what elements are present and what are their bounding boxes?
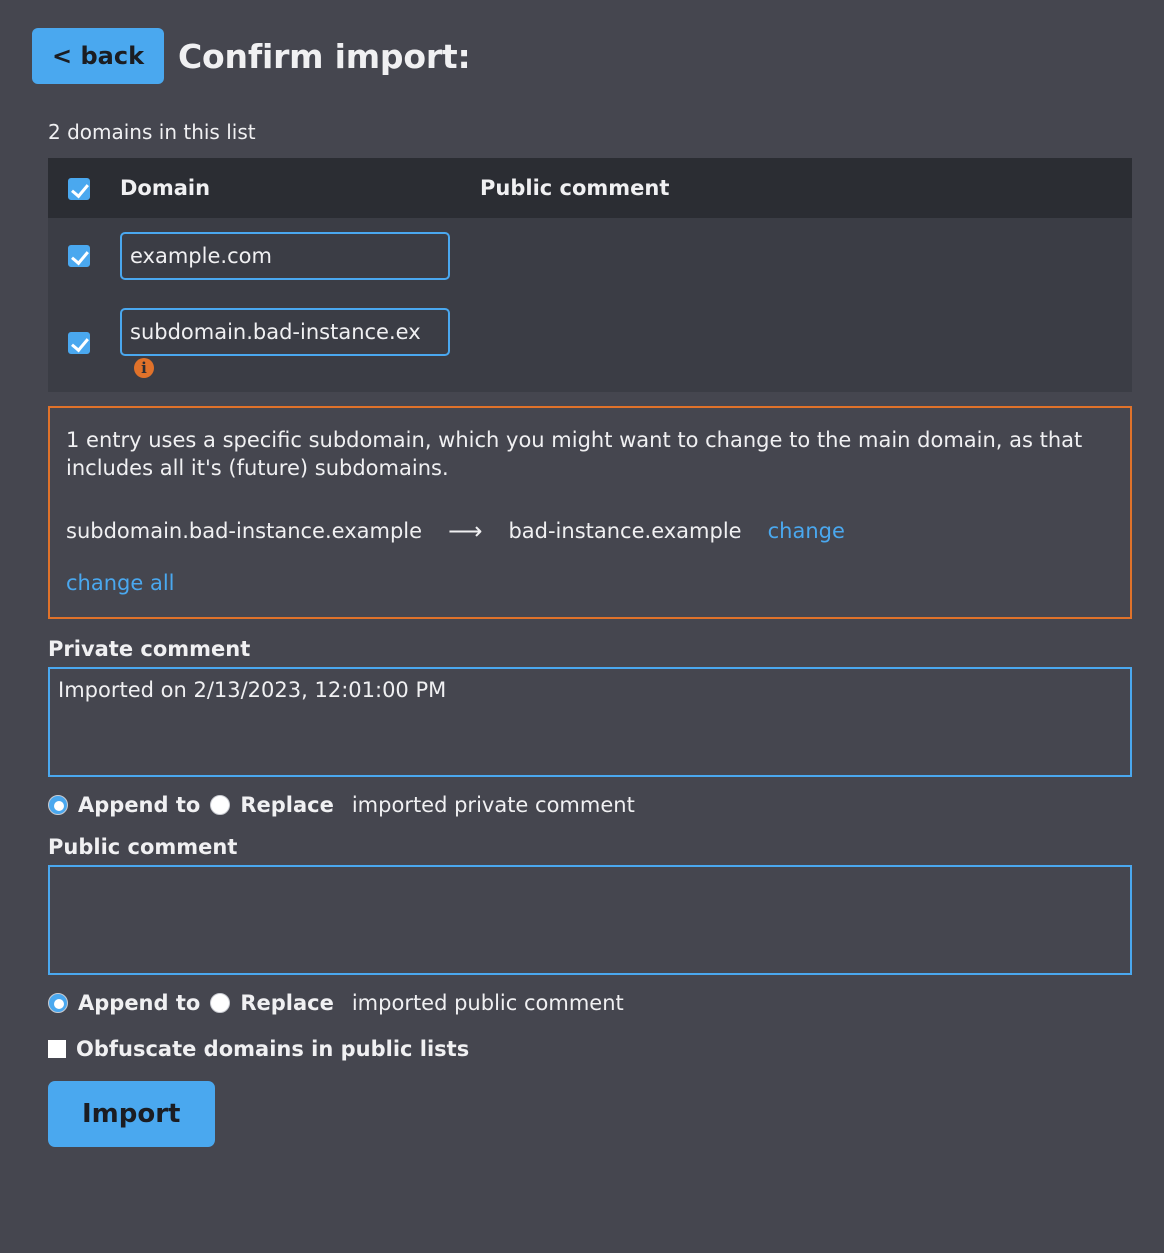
arrow-right-icon: ⟶: [448, 516, 483, 545]
private-mode-tail-text: imported private comment: [351, 792, 635, 817]
row-public-comment-cell: [480, 294, 1132, 392]
subdomain-warning-text: 1 entry uses a specific subdomain, which you might want to change to the main domain, as that includes all it's (future) subdomains.: [66, 428, 1083, 481]
import-button[interactable]: Import: [48, 1081, 215, 1147]
row-public-comment-cell: [480, 218, 1132, 294]
row-checkbox[interactable]: [68, 245, 90, 267]
public-mode-replace-label: Replace: [240, 990, 334, 1015]
subdomain-from: subdomain.bad-instance.example: [66, 518, 423, 543]
row-select-cell: [48, 218, 120, 294]
public-mode-replace-radio[interactable]: [210, 993, 230, 1013]
public-comment-label: Public comment: [48, 834, 238, 859]
domain-input[interactable]: [120, 232, 450, 280]
row-checkbox[interactable]: [68, 332, 90, 354]
change-link[interactable]: change: [767, 518, 845, 543]
public-mode-tail-text: imported public comment: [351, 990, 624, 1015]
page-title: Confirm import:: [178, 36, 471, 76]
subdomain-warning-box: [48, 406, 1132, 619]
private-mode-replace-label: Replace: [240, 792, 334, 817]
obfuscate-label: Obfuscate domains in public lists: [76, 1036, 470, 1061]
domain-count-text: 2 domains in this list: [48, 120, 256, 144]
obfuscate-row: [48, 1037, 1132, 1061]
public-comment-textarea[interactable]: [48, 865, 1132, 975]
public-mode-append-label: Append to: [78, 990, 201, 1015]
private-mode-replace-radio[interactable]: [210, 795, 230, 815]
table-row: [48, 294, 1132, 392]
domain-input[interactable]: [120, 308, 450, 356]
table-row: [48, 218, 1132, 294]
select-all-checkbox[interactable]: [68, 178, 90, 200]
row-domain-cell: [120, 218, 480, 294]
public-mode-append-radio[interactable]: [48, 993, 68, 1013]
column-header-domain: Domain: [120, 176, 211, 200]
header: [32, 28, 1132, 84]
subdomain-change-row: [66, 517, 1114, 545]
private-comment-mode-group: [48, 793, 1132, 817]
select-all-cell: [48, 158, 120, 218]
private-comment-textarea[interactable]: [48, 667, 1132, 777]
change-all-link[interactable]: change all: [66, 570, 175, 595]
row-select-cell: [48, 294, 120, 392]
column-header-public-comment: Public comment: [480, 176, 670, 200]
domains-table: [48, 158, 1132, 392]
info-icon[interactable]: i: [134, 358, 154, 378]
private-comment-label: Private comment: [48, 636, 251, 661]
table-header-row: [48, 158, 1132, 218]
back-button[interactable]: < back: [32, 28, 164, 84]
obfuscate-checkbox[interactable]: [48, 1040, 66, 1058]
public-comment-mode-group: [48, 991, 1132, 1015]
row-domain-cell: [120, 294, 480, 392]
subdomain-to: bad-instance.example: [508, 518, 742, 543]
private-mode-append-radio[interactable]: [48, 795, 68, 815]
private-mode-append-label: Append to: [78, 792, 201, 817]
